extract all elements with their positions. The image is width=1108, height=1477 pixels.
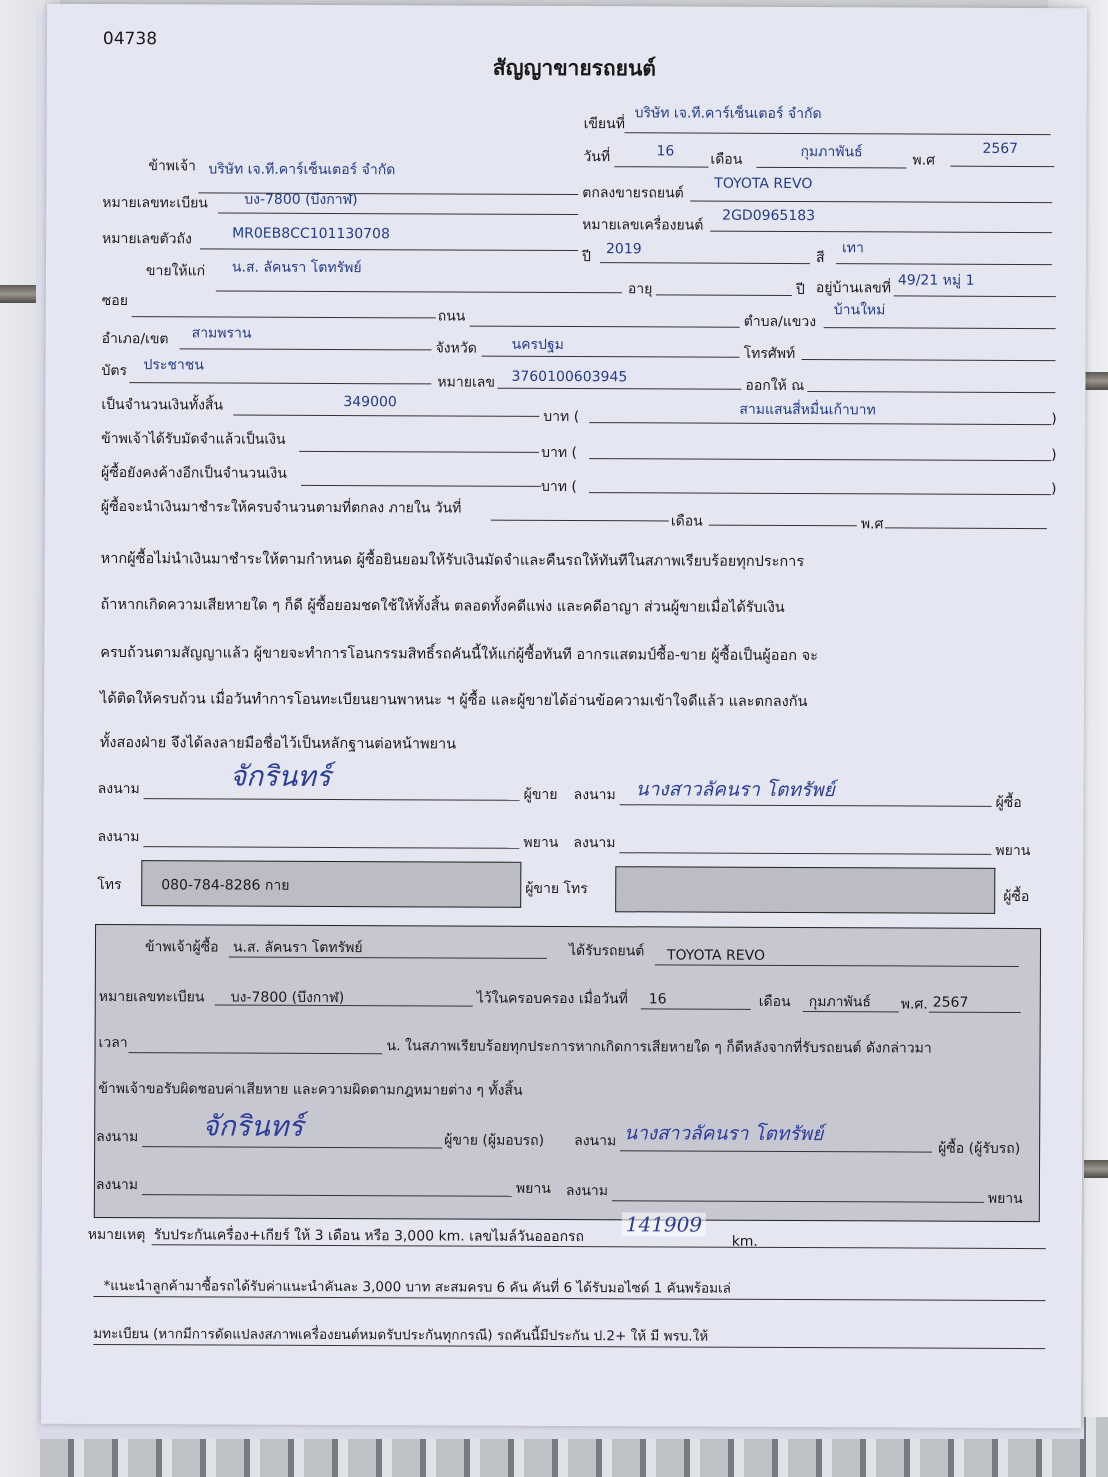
district-label: อำเภอ/เขต — [101, 330, 169, 348]
province-value: นครปฐม — [511, 336, 564, 353]
district-line — [180, 348, 432, 350]
receipt-seller-role: ผู้ขาย (ผู้มอบรถ) — [444, 1132, 545, 1149]
buyer-sign-label: ลงนาม — [573, 787, 616, 804]
deposit-words-line — [589, 458, 1051, 461]
witness1-sign-label: ลงนาม — [97, 828, 140, 846]
doc-number: 04738 — [102, 28, 158, 50]
remaining-close-paren: ) — [1050, 481, 1057, 498]
mileage-value: 141909 — [622, 1212, 706, 1236]
due-year-label: พ.ศ — [860, 516, 884, 533]
house-label: อยู่บ้านเลขที่ — [815, 280, 891, 297]
contract-paper — [41, 4, 1087, 1429]
terms-line-5: ทั้งสองฝ่าย จึงได้ลงลายมือชื่อไว้เป็นหลักฐานต่อหน้าพยาน — [99, 734, 457, 753]
date-label: วันที่ — [583, 149, 611, 166]
mileage-unit: km. — [731, 1233, 758, 1250]
remaining-words-line — [589, 492, 1051, 495]
receipt-witness1-label: ลงนาม — [95, 1176, 139, 1194]
receipt-month-label: เดือน — [758, 993, 791, 1010]
card-no-line — [497, 388, 741, 390]
receipt-plate-value: บง-7800 (บึงกาฬ) — [230, 989, 345, 1007]
chassis-line — [200, 248, 578, 251]
receipt-seller-sign-label: ลงนาม — [96, 1128, 139, 1146]
year-model-value: 2019 — [606, 241, 642, 258]
seller-phone-role: ผู้ขาย โทร — [525, 880, 588, 898]
phone-label: โทรศัพท์ — [743, 345, 796, 363]
issued-line — [807, 391, 1055, 393]
year-model-line — [600, 262, 810, 264]
written-at-value: บริษัท เจ.ที.คาร์เซ็นเตอร์ จำกัด — [634, 105, 822, 123]
buyer-role-label: ผู้ซื้อ — [995, 794, 1022, 811]
house-line — [894, 295, 1056, 297]
possess-label: ไว้ในครอบครอง เมื่อวันที่ — [476, 990, 628, 1008]
receipt-plate-label: หมายเลขทะเบียน — [98, 988, 205, 1006]
district-value: สามพราน — [191, 325, 252, 342]
car-model-line — [690, 201, 1052, 204]
remaining-label: ผู้ซื้อยังคงค้างอีกเป็นจำนวนเงิน — [101, 464, 287, 482]
terms-line-3: ครบถ้วนตามสัญญาแล้ว ผู้ขายจะทำการโอนกรรมสิทธิ์รถคันนี้ให้แก่ผู้ซื้อทันที อากรแสตมป์ซื้อ-ขาย ผู้ซื้อเป็นผู้ออก จะ — [100, 644, 818, 665]
receipt-month: กุมภาพันธ์ — [808, 994, 871, 1011]
subdistrict-line — [824, 327, 1056, 329]
plate-line — [218, 212, 578, 215]
plate-label: หมายเลขทะเบียน — [102, 194, 208, 212]
total-value: 349000 — [343, 394, 397, 411]
day-value: 16 — [656, 143, 675, 160]
age-unit: ปี — [795, 282, 805, 299]
car-model: TOYOTA REVO — [714, 175, 813, 193]
due-day-line — [491, 520, 669, 522]
seller-phone-label: โทร — [97, 876, 122, 894]
year-model-label: ปี — [581, 249, 591, 266]
issued-label: ออกให้ ณ — [745, 377, 805, 395]
road-label: ถนน — [437, 308, 466, 325]
deposit-line — [299, 451, 539, 453]
due-month-label: เดือน — [670, 513, 703, 530]
witness2-role: พยาน — [995, 842, 1031, 860]
note-line-2-rule — [93, 1296, 1045, 1301]
due-label: ผู้ซื้อจะนำเงินมาชำระให้ครบจำนวนตามที่ตกลง ภายใน วันที่ — [100, 498, 462, 517]
note-label: หมายเหตุ — [87, 1226, 146, 1244]
total-close-paren: ) — [1051, 411, 1057, 428]
page-title: สัญญาขายรถยนต์ — [492, 55, 657, 81]
house-value: 49/21 หมู่ 1 — [897, 272, 975, 289]
buyer-phone-role: ผู้ซื้อ — [1003, 888, 1030, 906]
receipt-day: 16 — [648, 991, 667, 1008]
seller-role-label: ผู้ขาย — [523, 786, 558, 803]
receipt-buyer-sign-label: ลงนาม — [574, 1133, 617, 1150]
card-no-label: หมายเลข — [437, 374, 495, 391]
receipt-section — [94, 924, 1041, 1222]
received-label: ได้รับรถยนต์ — [568, 943, 645, 960]
sell-to-label: ขายให้แก่ — [145, 263, 206, 280]
seller-sign-line — [144, 798, 520, 801]
card-no-value: 3760100603945 — [511, 368, 628, 386]
chassis-label: หมายเลขตัวถัง — [102, 230, 192, 248]
remaining-baht-label: บาท ( — [540, 478, 577, 496]
subdistrict-label: ตำบล/แขวง — [743, 313, 817, 331]
seller-phone-value: 080-784-8286 กาย — [161, 877, 290, 894]
witness1-role: พยาน — [523, 834, 559, 851]
phone-line — [802, 359, 1056, 361]
seller-sign-label: ลงนาม — [97, 780, 140, 798]
receipt-buyer-signature: นางสาวลัคนรา โตทรัพย์ — [624, 1122, 824, 1146]
seller-label: ข้าพเจ้า — [148, 158, 196, 175]
receipt-witness2-label: ลงนาม — [565, 1183, 609, 1200]
seller-name: บริษัท เจ.ที.คาร์เซ็นเตอร์ จำกัด — [208, 161, 396, 179]
due-month-line — [709, 525, 857, 527]
road-line — [470, 326, 740, 328]
agree-label: ตกลงขายรถยนต์ — [582, 185, 684, 202]
soi-line — [132, 316, 436, 318]
deposit-label: ข้าพเจ้าได้รับมัดจำแล้วเป็นเงิน — [101, 430, 286, 448]
card-label: บัตร — [101, 362, 128, 380]
total-baht-label: บาท ( — [543, 408, 580, 426]
remaining-line — [301, 485, 541, 487]
receipt-year-label: พ.ศ. — [900, 996, 928, 1013]
receipt-liability: ข้าพเจ้าขอรับผิดชอบค่าเสียหาย และความผิดตามกฎหมายต่าง ๆ ทั้งสิ้น — [98, 1080, 523, 1099]
seller-signature: จักรินทร์ — [229, 759, 331, 793]
receiver-label: ข้าพเจ้าผู้ซื้อ — [144, 939, 219, 956]
total-line — [233, 415, 539, 417]
color-line — [836, 263, 1052, 265]
chassis-value: MR0EB8CC101130708 — [232, 225, 390, 243]
written-at-line — [625, 132, 1051, 135]
age-label: อายุ — [627, 281, 653, 298]
color-value: เทา — [842, 240, 864, 257]
total-words-line — [589, 422, 1051, 425]
buyer-phone-box — [615, 866, 995, 914]
buyer-line — [216, 290, 622, 293]
year-label: พ.ศ — [912, 152, 936, 169]
card-value: ประชาชน — [143, 357, 204, 374]
receipt-seller-signature: จักรินทร์ — [202, 1109, 304, 1143]
receipt-year: 2567 — [932, 994, 969, 1011]
receiver-value: น.ส. ลัคนรา โตทรัพย์ — [232, 939, 363, 957]
age-line — [656, 294, 792, 296]
terms-line-4: ได้ติดให้ครบถ้วน เมื่อวันทำการโอนทะเบียนยานพาหนะ ฯ ผู้ซื้อ และผู้ขายได้อ่านข้อความเข้าใจดีแล้ว และตกลงกัน — [100, 690, 808, 711]
note-line-2: *แนะนำลูกค้ามาซื้อรถได้รับค่าแนะนำคันละ 3,000 บาท สะสมครบ 6 คัน คันที่ 6 ได้รับมอไซด์ 1 คันพร้อมเล่ — [103, 1277, 731, 1297]
witness2-sign-label: ลงนาม — [573, 835, 616, 852]
day-line — [614, 166, 708, 167]
receipt-witness1-role: พยาน — [515, 1180, 551, 1197]
plate-value: บง-7800 (บึงกาฬ) — [244, 191, 358, 209]
receipt-condition: น. ในสภาพเรียบร้อยทุกประการหากเกิดการเสียหายใด ๆ ก็ดีหลังจากที่รับรถยนต์ ดังกล่าวมา — [386, 1038, 932, 1057]
note-line-3: มทะเบียน (หากมีการดัดแปลงสภาพเครื่องยนต์หมดรับประกันทุกกรณี) รถคันนี้มีประกัน ป.2+ ให้ มี พรบ.ให้ — [93, 1325, 709, 1345]
year-line — [950, 166, 1054, 167]
engine-value: 2GD0965183 — [722, 207, 816, 225]
terms-line-1: หากผู้ซื้อไม่นำเงินมาชำระให้ตามกำหนด ผู้ซื้อยินยอมให้รับเงินมัดจำและคืนรถให้ทันทีในสภาพเรียบร้อยทุกประการ — [100, 550, 805, 571]
buyer-signature: นางสาวลัคนรา โตทรัพย์ — [635, 778, 835, 802]
soi-label: ซอย — [101, 292, 128, 310]
received-car: TOYOTA REVO — [666, 947, 766, 964]
month-line — [756, 167, 906, 169]
written-at-label: เขียนที่ — [583, 116, 625, 133]
color-label: สี — [815, 250, 825, 267]
terms-line-2: ถ้าหากเกิดความเสียหายใด ๆ ก็ดี ผู้ซื้อยอมชดใช้ให้ทั้งสิ้น ตลอดทั้งคดีแพ่ง และคดีอาญา ส่วนผู้ขายเมื่อได้รับเงิน — [100, 596, 785, 616]
note-line-1 — [152, 1244, 1046, 1249]
month-label: เดือน — [710, 151, 743, 168]
buyer-name: น.ส. ลัคนรา โตทรัพย์ — [231, 259, 362, 277]
time-label: เวลา — [98, 1034, 128, 1052]
card-line — [129, 382, 431, 384]
receipt-buyer-role: ผู้ซื้อ (ผู้รับรถ) — [938, 1140, 1021, 1157]
note-line-3-rule — [93, 1344, 1045, 1349]
province-label: จังหวัด — [435, 340, 477, 357]
total-words: สามแสนสี่หมื่นเก้าบาท — [739, 401, 876, 419]
province-line — [482, 356, 740, 358]
engine-label: หมายเลขเครื่องยนต์ — [582, 217, 704, 234]
deposit-close-paren: ) — [1051, 447, 1057, 464]
total-label: เป็นจำนวนเงินทั้งสิ้น — [101, 396, 224, 414]
year-value: 2567 — [982, 140, 1019, 157]
buyer-sign-line — [620, 804, 992, 807]
witness1-sign-line — [143, 846, 519, 849]
note-text: รับประกันเครื่อง+เกียร์ ให้ 3 เดือน หรือ 3,000 km. เลขไมล์วันอออกรถ — [153, 1227, 585, 1246]
subdistrict-value: บ้านใหม่ — [833, 302, 886, 319]
receipt-witness2-role: พยาน — [987, 1190, 1023, 1208]
witness2-sign-line — [619, 852, 991, 855]
deposit-baht-label: บาท ( — [541, 444, 578, 462]
due-year-line — [885, 527, 1047, 529]
engine-line — [710, 231, 1052, 233]
month-value: กุมภาพันธ์ — [800, 144, 863, 161]
